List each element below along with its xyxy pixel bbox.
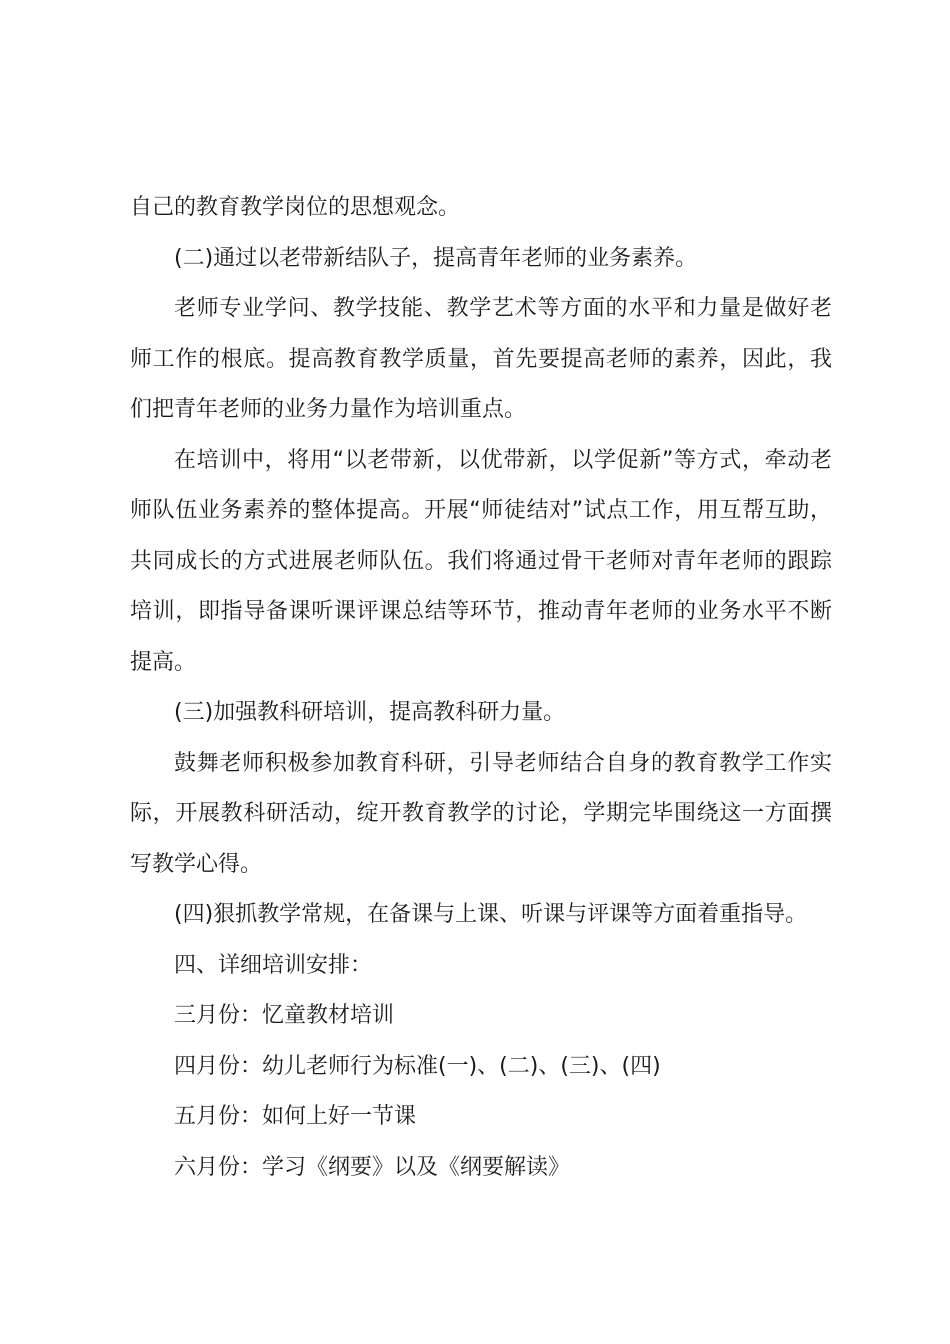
paragraph-research: 鼓舞老师积极参加教育科研，引导老师结合自身的教育教学工作实际，开展教科研活动，绽开教育教学的讨论，学期完毕围绕这一方面撰写教学心得。 [130, 750, 832, 877]
document-body [130, 183, 832, 1193]
section-heading-4: (四)狠抓教学常规，在备课与上课、听课与评课等方面着重指导。 [174, 902, 808, 927]
section-heading-schedule: 四、详细培训安排： [174, 952, 373, 978]
schedule-item-april: 四月份：幼儿老师行为标准(一)、(二)、(三)、(四) [174, 1053, 661, 1079]
schedule-item-march: 三月份：忆童教材培训 [174, 1003, 395, 1028]
section-heading-2: (二)通过以老带新结队子，提高青年老师的业务素养。 [174, 245, 698, 271]
paragraph-continuation: 自己的教育教学岗位的思想观念。 [130, 195, 461, 220]
paragraph-teacher-quality: 老师专业学问、教学技能、教学艺术等方面的水平和力量是做好老师工作的根底。提高教育教学质量，首先要提高老师的素养，因此，我们把青年老师的业务力量作为培训重点。 [130, 296, 832, 422]
schedule-item-june: 六月份：学习《纲要》以及《纲要解读》 [174, 1154, 571, 1180]
schedule-item-may: 五月份：如何上好一节课 [174, 1104, 417, 1129]
paragraph-training-methods: 在培训中，将用“以老带新，以优带新，以学促新”等方式，牵动老师队伍业务素养的整体提高。开展“师徒结对”试点工作，用互帮互助，共同成长的方式进展老师队伍。我们将通过骨干老师对青年老师的跟踪培训，即指导备课听课评课总结等环节，推动青年老师的业务水平不断提高。 [130, 447, 832, 675]
section-heading-3: (三)加强教科研培训，提高教科研力量。 [174, 700, 566, 725]
